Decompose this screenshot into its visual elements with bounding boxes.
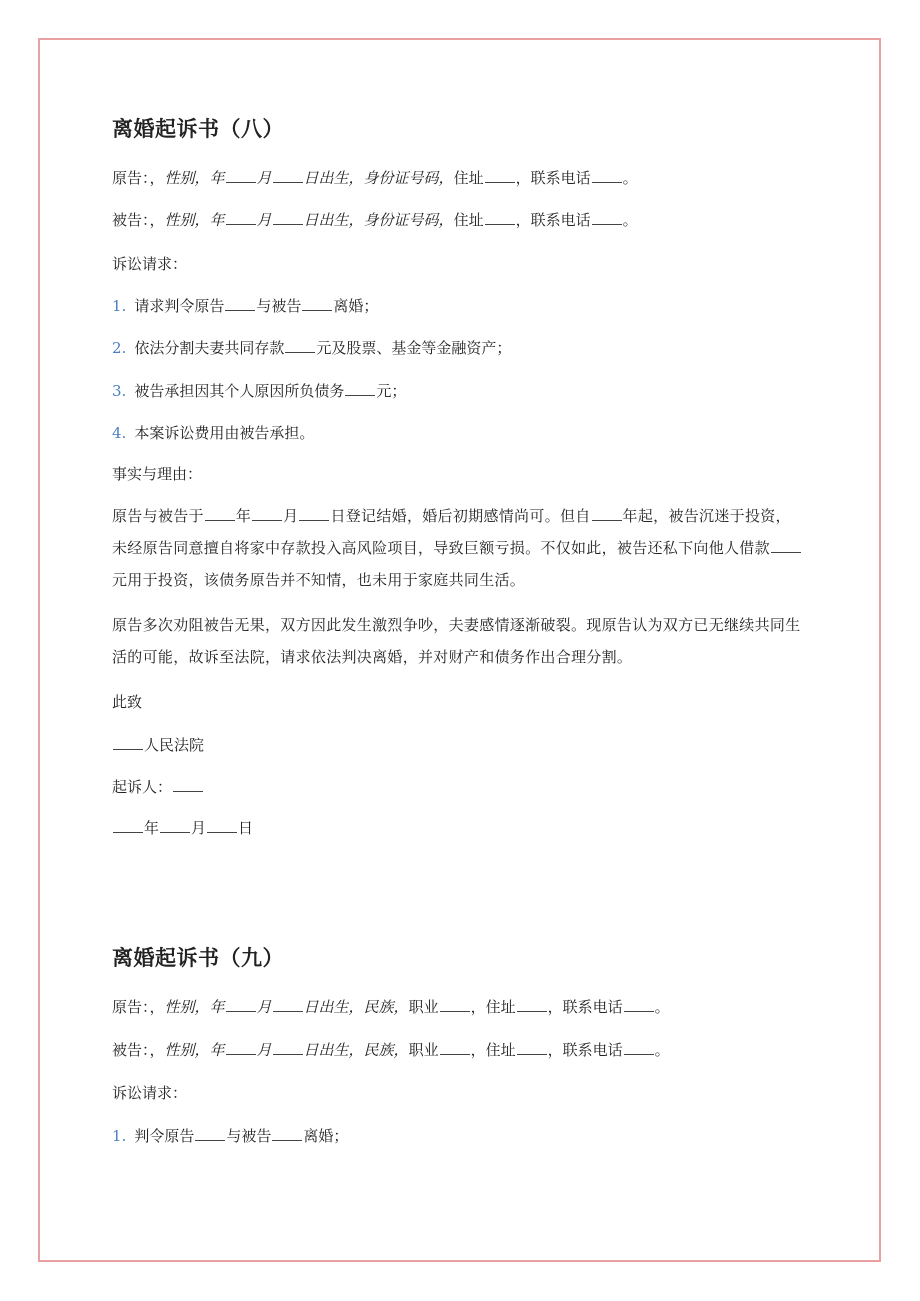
doc8-claim-2 [112,338,511,358]
doc8-plaintiff-line [112,168,638,188]
doc9-defendant-line [112,1040,670,1060]
claim-number: 1. [112,1127,127,1145]
doc9-claim-1 [112,1126,348,1146]
claim-text: 被告承担因其个人原因所负债务 [134,382,345,400]
facts-text: 元用于投资，该债务原告并不知情，也未用于家庭共同生活。 [112,571,526,589]
claim-text: 请求判令原告 [134,297,225,315]
blank [207,820,237,833]
blank [485,212,515,225]
date-month: 月 [191,819,207,837]
doc9-claims-heading: 诉讼请求： [112,1084,188,1102]
blank [226,1042,256,1055]
defendant-month: 月 [256,211,272,229]
blank [173,779,203,792]
facts-text: 月 [283,507,299,525]
blank [299,508,329,521]
doc8-title: 离婚起诉书（八） [112,116,284,141]
claim-text: 元； [376,382,407,400]
claim-text: 本案诉讼费用由被告承担。 [134,424,315,442]
defendant-gender: 性别，年 [164,1041,225,1059]
blank [302,298,332,311]
facts-text: 原告与被告于 [112,507,204,525]
blank [113,737,143,750]
claim-text: 与被告 [226,1127,272,1145]
blank [272,1128,302,1141]
facts-text: 日登记结婚，婚后初期感情尚可。但自 [330,507,591,525]
claim-number: 4. [112,424,127,442]
period: 。 [622,211,638,229]
defendant-job: 职业 [408,1041,439,1059]
doc8-date [112,818,253,838]
claim-number: 3. [112,382,127,400]
blank [440,999,470,1012]
doc8-claim-3 [112,381,406,401]
defendant-label: 被告：， [112,1041,165,1059]
plaintiff-birth-ethnicity: 日出生，民族， [303,998,409,1016]
date-year: 年 [144,819,160,837]
doc8-claim-4 [112,423,314,443]
defendant-label: 被告：， [112,211,165,229]
blank [205,508,235,521]
doc8-facts-paragraph-2: 原告多次劝阻被告无果，双方因此发生激烈争吵，夫妻感情逐渐破裂。现原告认为双方已无继续共同生活的可能，故诉至法院，请求依法判决离婚，并对财产和债务作出合理分割。 [112,616,801,666]
blank [195,1128,225,1141]
defendant-birth-ethnicity: 日出生，民族， [303,1041,409,1059]
claim-text: 离婚； [333,297,379,315]
doc8-facts-heading: 事实与理由： [112,465,203,483]
blank [160,820,190,833]
blank [273,999,303,1012]
plaintiff-phone: ，联系电话 [547,998,623,1016]
defendant-phone: ，联系电话 [515,211,591,229]
claim-number: 1. [112,297,127,315]
blank [226,999,256,1012]
claim-text: 元及股票、基金等金融资产； [316,339,512,357]
plaintiff-address: 住址 [453,169,484,187]
claim-text: 离婚； [303,1127,349,1145]
plaintiff-label: 原告：， [112,998,165,1016]
blank [624,999,654,1012]
facts-text: 年起，被告沉迷于投资，未经原告同意擅自将家中存款投入高风险项目，导致巨额亏损。不仅如此，被告还私下向他人借款 [112,507,791,557]
blank [273,212,303,225]
doc9-plaintiff-line [112,997,670,1017]
date-day: 日 [238,819,254,837]
plaintiff-birth-id: 日出生，身份证号码， [303,169,454,187]
blank [624,1042,654,1055]
blank [226,212,256,225]
blank [592,508,622,521]
claim-text: 判令原告 [134,1127,195,1145]
blank [273,170,303,183]
defendant-address: ，住址 [470,1041,516,1059]
plaintiff-phone: ，联系电话 [515,169,591,187]
blank [517,999,547,1012]
claim-text: 依法分割夫妻共同存款 [134,339,285,357]
doc8-court [112,735,204,755]
doc8-claims-heading: 诉讼请求： [112,255,188,273]
doc8-facts-paragraph-1 [112,500,802,596]
blank [345,383,375,396]
plaintiff-job: 职业 [408,998,439,1016]
claim-text: 与被告 [256,297,302,315]
doc8-defendant-line [112,210,638,230]
period: 。 [622,169,638,187]
blank [485,170,515,183]
doc8-signer [112,777,204,797]
defendant-gender: 性别，年 [164,211,225,229]
plaintiff-gender: 性别，年 [164,169,225,187]
blank [252,508,282,521]
plaintiff-label: 原告：， [112,169,165,187]
facts-text: 年 [235,507,252,525]
blank [113,820,143,833]
plaintiff-address: ，住址 [470,998,516,1016]
plaintiff-month: 月 [256,998,272,1016]
claim-number: 2. [112,339,127,357]
blank [273,1042,303,1055]
defendant-phone: ，联系电话 [547,1041,623,1059]
blank [592,170,622,183]
blank [517,1042,547,1055]
signer-label: 起诉人： [112,778,173,796]
blank [440,1042,470,1055]
plaintiff-gender: 性别，年 [164,998,225,1016]
blank [771,540,801,553]
defendant-birth-id: 日出生，身份证号码， [303,211,454,229]
defendant-month: 月 [256,1041,272,1059]
doc8-claim-1 [112,296,378,316]
blank [592,212,622,225]
blank [226,170,256,183]
period: 。 [654,998,670,1016]
doc8-closing: 此致 [112,693,143,711]
court-name: 人民法院 [144,736,205,754]
defendant-address: 住址 [453,211,484,229]
period: 。 [654,1041,670,1059]
doc9-title: 离婚起诉书（九） [112,945,284,970]
blank [285,340,315,353]
plaintiff-month: 月 [256,169,272,187]
blank [225,298,255,311]
